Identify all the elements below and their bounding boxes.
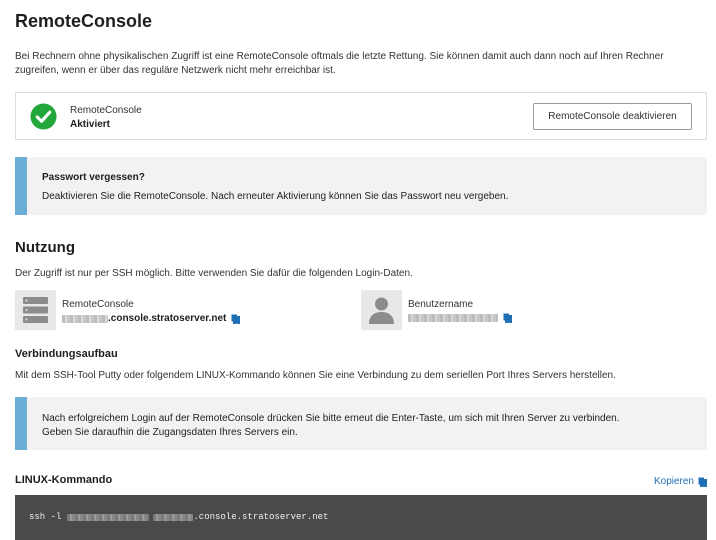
user-icon-box: [361, 290, 402, 330]
command-suffix: .console.stratoserver.net: [193, 512, 329, 522]
host-label: RemoteConsole: [62, 299, 134, 310]
intro-text: Bei Rechnern ohne physikalischen Zugriff ist eine RemoteConsole oftmals die letzte Rettung. Sie können damit auch dann noch auf Ihren Rechner zugreifen, wenn er über das reguläre Netzwerk nicht mehr erreichbar ist.: [15, 51, 664, 76]
copy-command-link[interactable]: [654, 476, 707, 487]
connection-heading: Verbindungsaufbau: [15, 348, 118, 360]
check-circle-icon: [30, 103, 57, 130]
redacted-username: [408, 314, 498, 322]
host-value: [62, 313, 240, 324]
status-name: RemoteConsole: [70, 105, 142, 116]
deactivate-button[interactable]: RemoteConsole deaktivieren: [533, 103, 692, 130]
status-value: Aktiviert: [70, 119, 111, 130]
command-line: [29, 512, 328, 522]
page-title: RemoteConsole: [15, 11, 153, 31]
usage-heading: Nutzung: [15, 239, 75, 256]
password-notice-text: Deaktivieren Sie die RemoteConsole. Nach erneuter Aktivierung können Sie das Passwort neu vergeben.: [42, 191, 509, 202]
username-label: Benutzername: [408, 299, 474, 310]
copy-command-label[interactable]: Kopieren: [653, 476, 694, 487]
password-notice-heading: Passwort vergessen?: [42, 172, 145, 183]
server-icon-box: [15, 290, 56, 330]
command-prefix: ssh -l: [29, 512, 62, 522]
redacted-host: [153, 514, 193, 521]
server-icon: [15, 290, 56, 330]
copy-icon[interactable]: [231, 314, 240, 324]
command-heading: LINUX-Kommando: [15, 474, 113, 486]
copy-icon[interactable]: [698, 477, 707, 487]
usage-text: Der Zugriff ist nur per SSH möglich. Bitte verwenden Sie dafür die folgenden Login-Daten.: [15, 268, 413, 279]
password-notice: [15, 157, 707, 215]
connection-text: Mit dem SSH-Tool Putty oder folgendem LINUX-Kommando können Sie eine Verbindung zu dem seriellen Port Ihres Servers herstellen.: [15, 370, 616, 381]
status-card: [15, 92, 707, 140]
user-icon: [361, 290, 402, 330]
connection-notice: [15, 397, 707, 450]
connection-notice-line-1: Nach erfolgreichem Login auf der RemoteConsole drücken Sie bitte erneut die Enter-Taste, um sich mit Ihren Server zu verbinden.: [42, 413, 620, 424]
copy-icon[interactable]: [503, 313, 512, 323]
connection-notice-line-2: Geben Sie daraufhin die Zugangsdaten Ihres Servers ein.: [42, 427, 298, 438]
redacted-user: [67, 514, 149, 521]
username-value: [408, 313, 512, 323]
host-value-suffix: .console.stratoserver.net: [108, 313, 227, 324]
command-terminal[interactable]: [15, 495, 707, 540]
redacted-host-prefix: [62, 315, 108, 323]
connection-notice-text: [42, 412, 620, 440]
